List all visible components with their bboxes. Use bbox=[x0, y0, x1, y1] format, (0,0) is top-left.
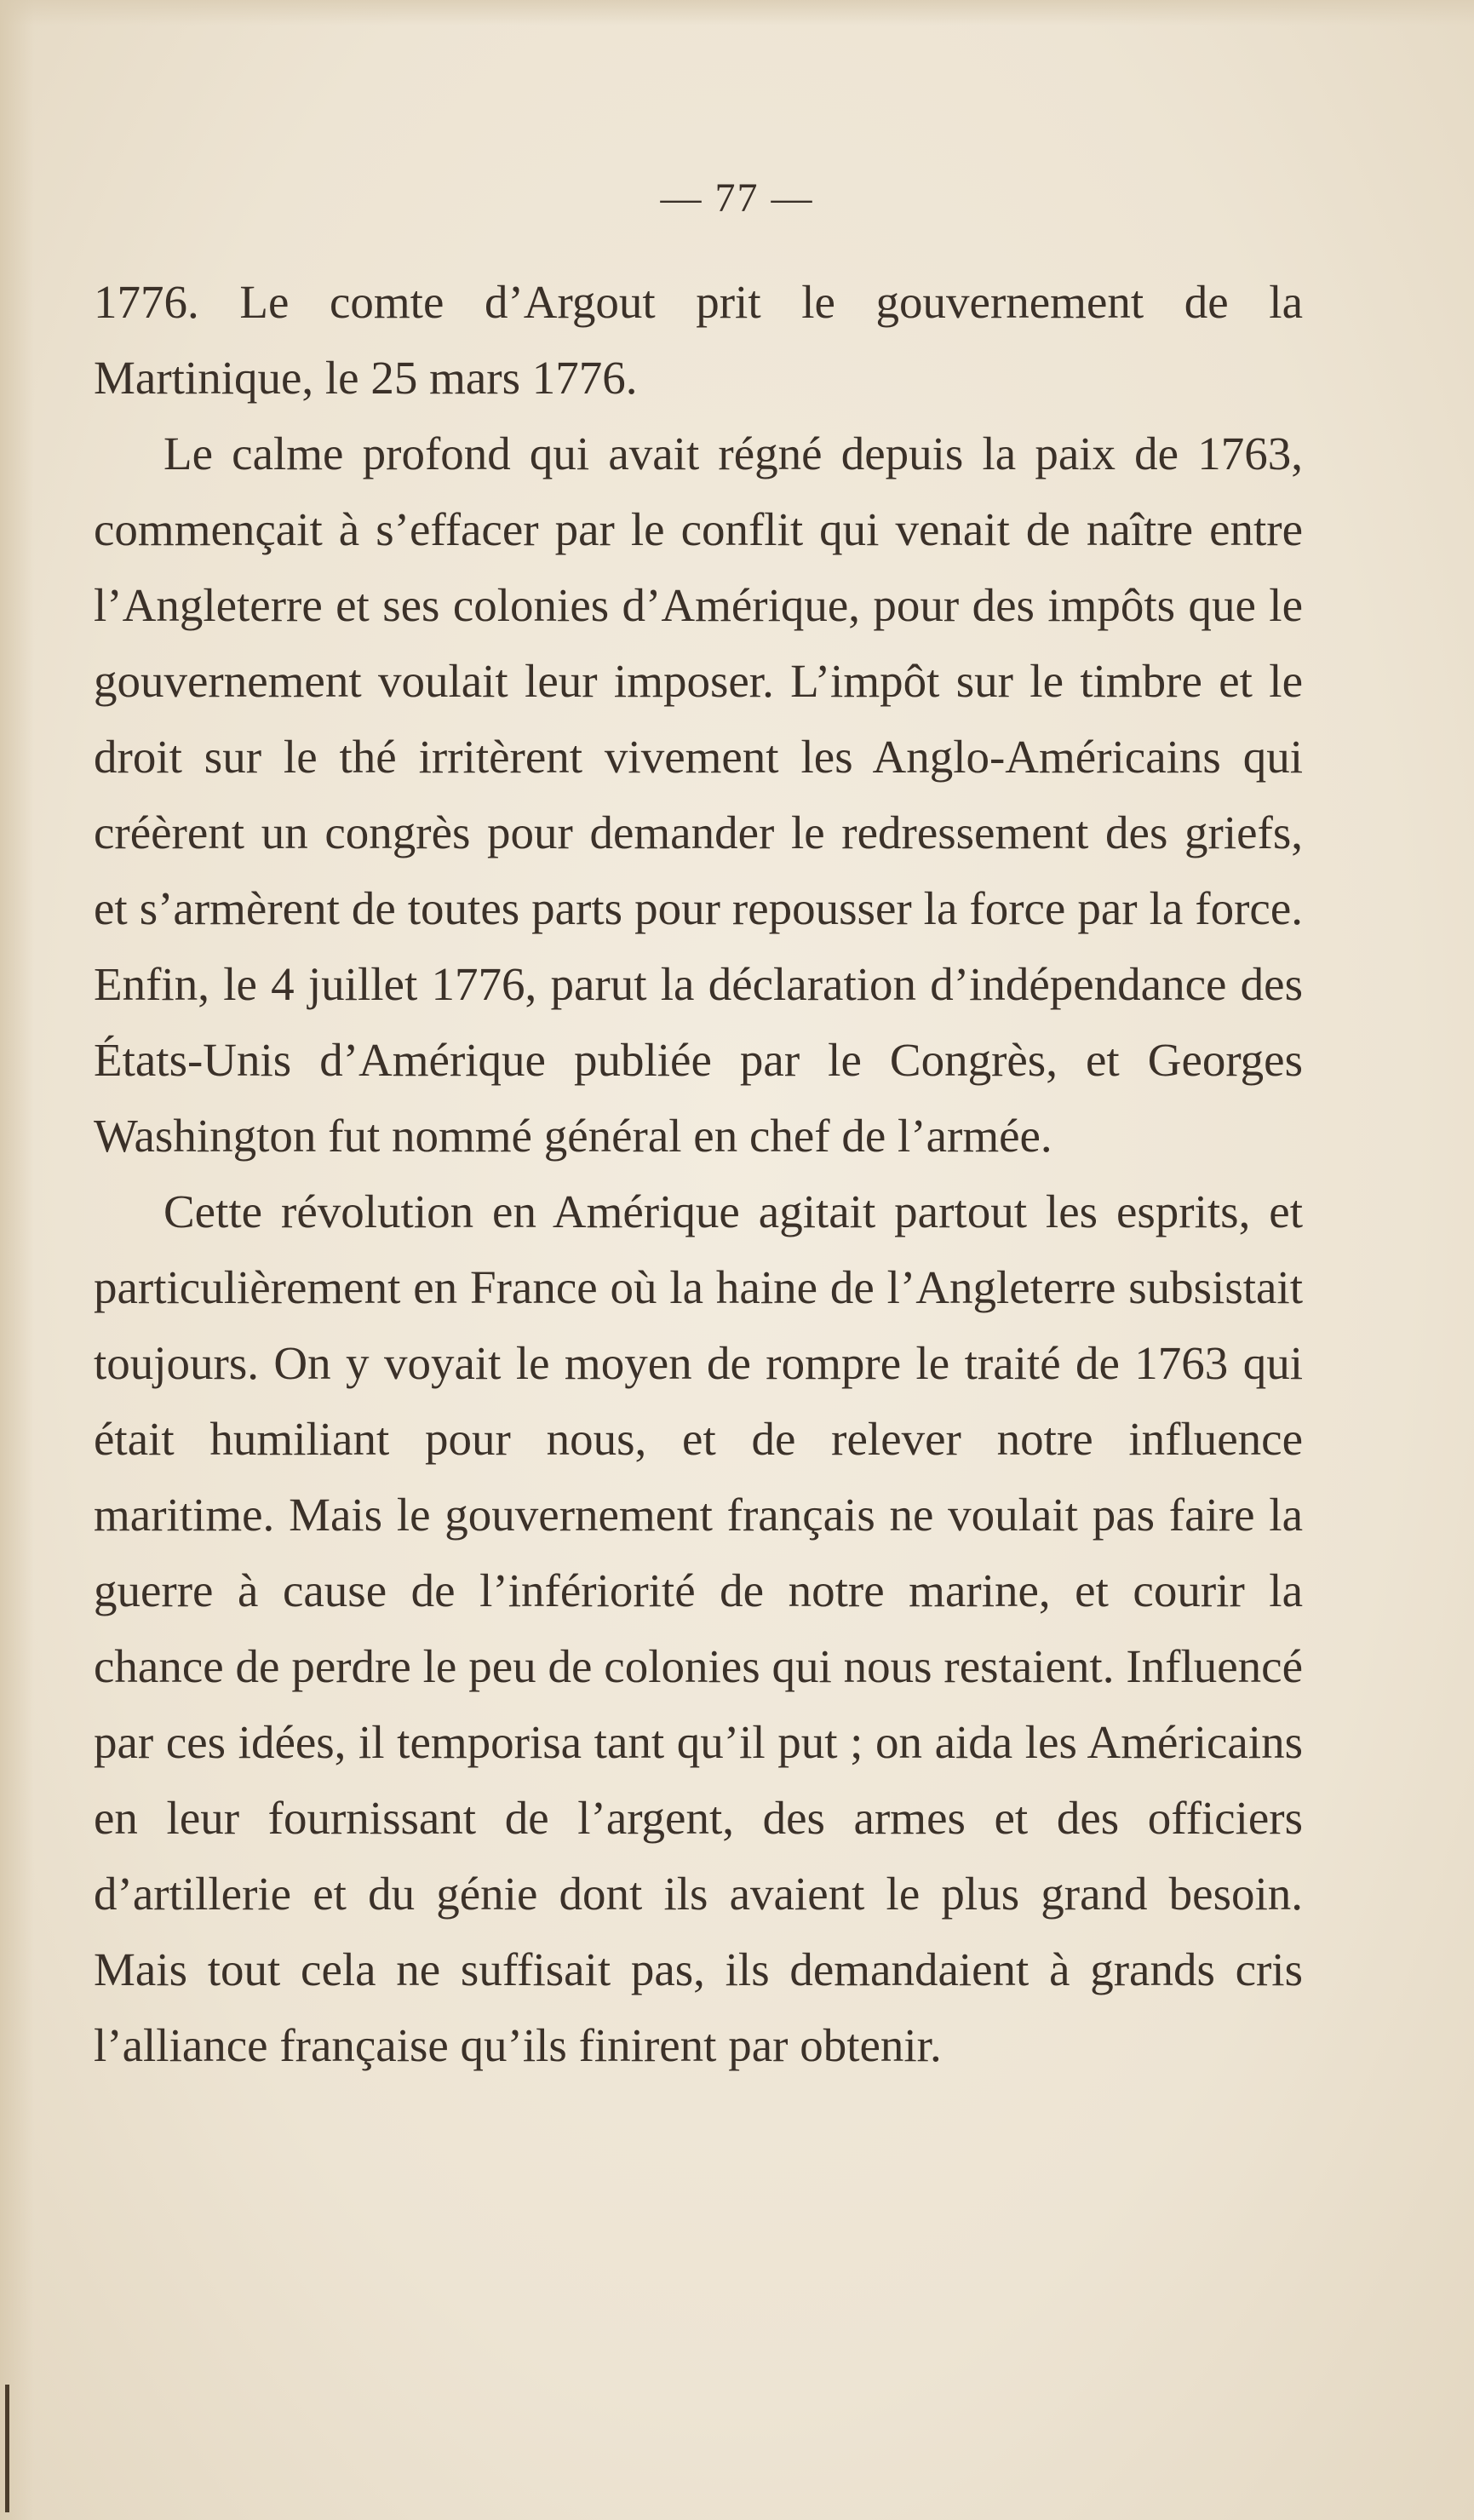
paragraph-1: 1776. Le comte d’Argout prit le gouvernement de la Martinique, le 25 mars 1776. bbox=[94, 276, 1303, 404]
page-edge-top bbox=[0, 0, 1474, 26]
paragraph-3: Cette révolution en Amérique agitait partout les esprits, et particulièrement en France où la haine de l’Angleterre subsistait toujours. On y voyait le moyen de rompre le traité de 1763 qui était humiliant pour nous, et de relever notre influence maritime. Mais le gouvernement français ne voulait pas faire la guerre à cause de l’infériorité de notre marine, et courir la chance de perdre le peu de colonies qui nous restaient. Influencé par ces idées, il temporisa tant qu’il put ; on aida les Américains en leur fournissant de l’argent, des armes et des officiers d’artillerie et du génie dont ils avaient le plus grand besoin. Mais tout cela ne suffisait pas, ils demandaient à grands cris l’alliance française qu’ils finirent par obtenir. bbox=[94, 1185, 1303, 2071]
page-number: — 77 — bbox=[660, 175, 814, 221]
paragraph-2: Le calme profond qui avait régné depuis la paix de 1763, commençait à s’effacer par le conflit qui venait de naître entre l’Angleterre et ses colonies d’Amérique, pour des impôts que le gouvernement voulait leur imposer. L’impôt sur le timbre et le droit sur le thé irritèrent vivement les Anglo-Américains qui créèrent un congrès pour demander le redressement des griefs, et s’armèrent de toutes parts pour repousser la force par la force. Enfin, le 4 juillet 1776, parut la déclaration d’indépendance des États-Unis d’Amérique publiée par le Congrès, et Georges Washington fut nommé général en chef de l’armée. bbox=[94, 428, 1303, 1162]
binding-mark bbox=[5, 2385, 9, 2512]
page-edge-left bbox=[0, 0, 34, 2520]
body-text bbox=[94, 264, 1303, 2083]
